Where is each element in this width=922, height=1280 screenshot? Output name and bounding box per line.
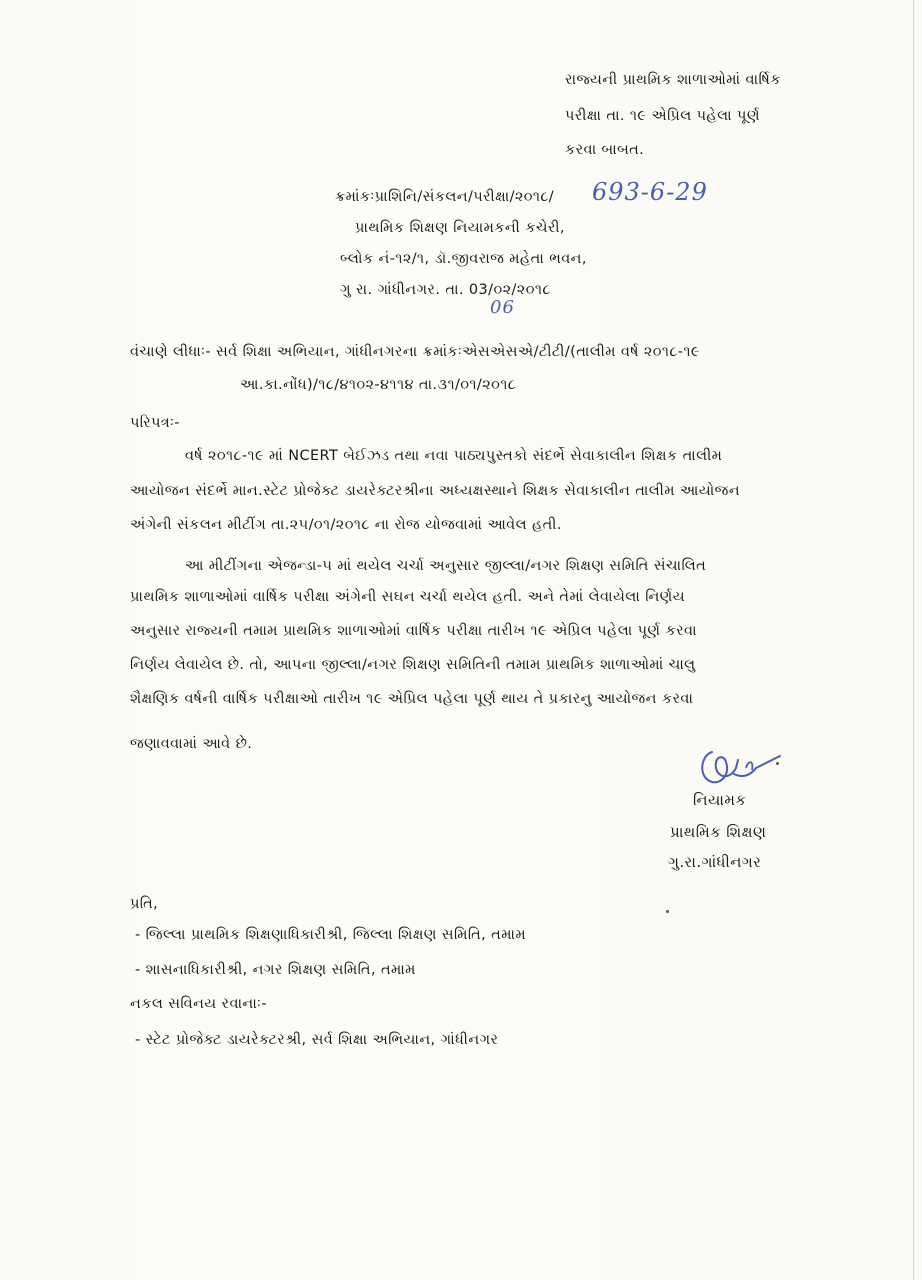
handwritten-signature bbox=[690, 738, 790, 798]
ink-speck bbox=[666, 910, 669, 913]
para2-line-1: આ મીટીંગના એજન્ડા-૫ માં થયેલ ચર્ચા અનુસાર જીલ્લા/નગર શિક્ષણ સમિતિ સંચાલિત bbox=[185, 558, 707, 574]
ink-speck bbox=[776, 762, 779, 765]
issue-date: ગુ રા. ગાંધીનગર. તા. 03/૦૨/૨૦૧૮ bbox=[340, 282, 551, 298]
para2-line-3: અનુસાર રાજ્યની તમામ પ્રાથમિક શાળાઓમાં વાર્ષિક પરીક્ષા તારીખ ૧૯ એપ્રિલ પહેલા પૂર્ણ કરવા bbox=[130, 623, 697, 639]
copy-item: - સ્ટેટ પ્રોજેક્ટ ડાયરેક્ટરશ્રી, સર્વ શિક્ષા અભિયાન, ગાંધીનગર bbox=[135, 1032, 499, 1048]
recipient-item: - જિલ્લા પ્રાથમિક શિક્ષણાધિકારીશ્રી, જિલ્લા શિક્ષણ સમિતિ, તમામ bbox=[135, 927, 527, 943]
para1-line-1: વર્ષ ૨૦૧૮-૧૯ માં NCERT બેઈઝડ તથા નવા પાઠ્યપુસ્તકો સંદર્ભે સેવાકાલીન શિક્ષક તાલીમ bbox=[185, 448, 723, 464]
para1-line-2: આયોજન સંદર્ભે માન.સ્ટેટ પ્રોજેક્ટ ડાયરેક્ટરશ્રીના અધ્યક્ષસ્થાને શિક્ષક સેવાકાલીન તાલીમ આયોજન bbox=[130, 483, 740, 499]
read-reference-line-2: આ.કા.નોંધ)/૧૮/૪૧૦૨-૪૧૧૪ તા.૩૧/૦૧/૨૦૧૮ bbox=[240, 377, 517, 393]
para2-line-5: શૈક્ષણિક વર્ષની વાર્ષિક પરીક્ષાઓ તારીખ ૧૯ એપ્રિલ પહેલા પૂર્ણ થાય તે પ્રકારનુ આયોજન કરવા bbox=[130, 691, 694, 707]
signatory-department: પ્રાથમિક શિક્ષણ bbox=[670, 823, 767, 841]
page-edge bbox=[913, 0, 914, 1280]
subject-line-3: કરવા બાબત. bbox=[565, 142, 645, 158]
subject-line-1: રાજ્યની પ્રાથમિક શાળાઓમાં વાર્ષિક bbox=[565, 72, 781, 88]
para2-line-4: નિર્ણય લેવાયેલ છે. તો, આપના જીલ્લા/નગર શિક્ષણ સમિતિની તમામ પ્રાથમિક શાળાઓમાં ચાલુ bbox=[130, 657, 696, 673]
para1-line-3: અંગેની સંકલન મીટીંગ તા.૨૫/૦૧/૨૦૧૮ ના રોજ યોજવામાં આવેલ હતી. bbox=[130, 517, 562, 533]
para2-line-2: પ્રાથમિક શાળાઓમાં વાર્ષિક પરીક્ષા અંગેની સઘન ચર્ચા થયેલ હતી. અને તેમાં લેવાયેલા નિર્ણય bbox=[130, 589, 685, 605]
circular-label: પરિપત્રઃ- bbox=[130, 415, 180, 431]
signatory-title: નિયામક bbox=[693, 791, 747, 809]
recipients-label: પ્રતિ, bbox=[130, 896, 159, 912]
recipient-item: - શાસનાધિકારીશ્રી, નગર શિક્ષણ સમિતિ, તમામ bbox=[135, 962, 416, 978]
subject-line-2: પરીક્ષા તા. ૧૯ એપ્રિલ પહેલા પૂર્ણ bbox=[565, 108, 760, 124]
handwritten-date: 06 bbox=[490, 297, 515, 318]
office-address: બ્લોક નં-૧૨/૧, ડૉ.જીવરાજ મહેતા ભવન, bbox=[340, 251, 587, 267]
read-reference-line-1: વંચાણે લીધાઃ- સર્વ શિક્ષા અભિયાન, ગાંધીનગરના ક્રમાંકઃએસએસએ/ટીટી/(તાલીમ વર્ષ ૨૦૧૮-૧૯ bbox=[130, 344, 700, 360]
handwritten-outward-number: 693-6-29 bbox=[592, 178, 708, 206]
reference-number bbox=[335, 187, 554, 207]
reference-number-prefix: ક્રમાંકઃપ્રાશિનિ/સંકલન/પરીક્ષા/૨૦૧૮/ bbox=[335, 189, 555, 205]
copy-label: નકલ સવિનય રવાનાઃ- bbox=[130, 996, 267, 1012]
para2-line-6: જણાવવામાં આવે છે. bbox=[130, 736, 253, 752]
signatory-place: ગુ.રા.ગાંધીનગર bbox=[668, 853, 762, 871]
office-name: પ્રાથમિક શિક્ષણ નિયામકની કચેરી, bbox=[355, 220, 565, 236]
